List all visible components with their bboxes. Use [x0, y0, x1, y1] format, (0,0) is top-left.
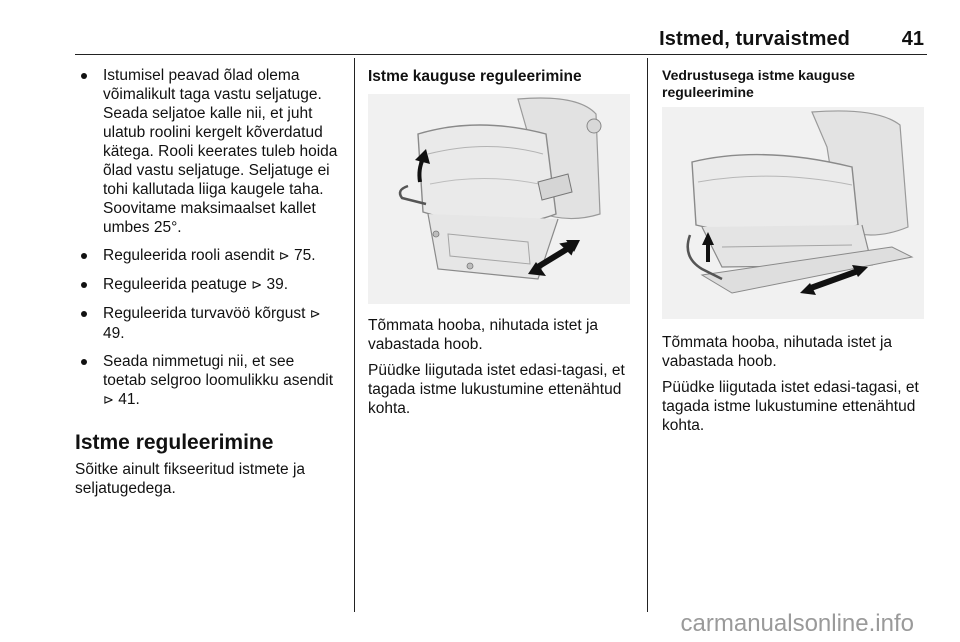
bullet-item [75, 304, 340, 343]
bullet-item [75, 66, 340, 237]
column-divider-1 [354, 58, 355, 612]
page-ref-link[interactable]: 75. [294, 247, 316, 264]
bullet-item [75, 275, 340, 295]
bullet-text: Reguleerida peatuge [103, 276, 252, 293]
subsection-heading: Istme kauguse reguleerimine [368, 68, 582, 85]
spacer [368, 304, 634, 316]
suspension-seat-adjustment-illustration [662, 107, 924, 319]
column-2 [368, 62, 634, 425]
bullet-item [75, 246, 340, 266]
page-ref-arrow-icon: ⊳ [309, 307, 321, 322]
bullet-text: Seada nimmetugi nii, et see toetab selgroo loomulikku asendit [103, 353, 334, 389]
paragraph: Tõmmata hooba, nihutada istet ja vabastada hoob. [368, 317, 599, 353]
bullet-dot [81, 359, 87, 365]
spacer [662, 319, 928, 333]
page-ref-arrow-icon: ⊳ [278, 249, 290, 264]
page-ref-arrow-icon: ⊳ [251, 278, 263, 293]
page-ref-link[interactable]: 49. [103, 325, 125, 342]
bullet-dot [81, 311, 87, 317]
watermark: carmanualsonline.info [680, 610, 914, 637]
section-heading: Istme reguleerimine [75, 431, 274, 454]
bullet-dot [81, 253, 87, 259]
seat-adjustment-illustration [368, 94, 630, 304]
header-rule [75, 54, 927, 55]
bullet-text: Istumisel peavad õlad olema võimalikult taga vastu seljatuge. Seada seljatoe kalle nii, et juht ulatub roolini kergelt kõverdatud kätega. Rooli keerates tuleb hoida õlad vastu seljatuge. Seljatuge ei tohi kallutada liiga kaugele taha. Soovitame maksimaalset kallet umbes 25°. [103, 67, 338, 236]
section-text: Sõitke ainult fikseeritud istmete ja seljatugedega. [75, 461, 306, 497]
column-3 [662, 62, 928, 442]
bullet-dot [81, 282, 87, 288]
bullet-text: Reguleerida rooli asendit [103, 247, 279, 264]
bullet-item [75, 352, 340, 410]
bullet-list [75, 66, 340, 410]
subsection-heading: Vedrustusega istme kauguse reguleerimine [662, 67, 855, 100]
page-number: 41 [901, 28, 924, 50]
column-divider-2 [647, 58, 648, 612]
page-ref-link[interactable]: 39. [266, 276, 289, 293]
column-1 [75, 62, 340, 505]
paragraph: Tõmmata hooba, nihutada istet ja vabastada hoob. [662, 334, 893, 370]
page-ref-link[interactable]: 41. [118, 391, 140, 408]
bullet-dot [81, 73, 87, 79]
bullet-text: Reguleerida turvavöö kõrgust [103, 305, 310, 322]
page-header-title: Istmed, turvaistmed [659, 28, 850, 50]
page-ref-arrow-icon: ⊳ [103, 393, 114, 408]
paragraph: Püüdke liigutada istet edasi-tagasi, et tagada istme lukustumine ettenähtud kohta. [662, 379, 919, 434]
paragraph: Püüdke liigutada istet edasi-tagasi, et tagada istme lukustumine ettenähtud kohta. [368, 362, 625, 417]
